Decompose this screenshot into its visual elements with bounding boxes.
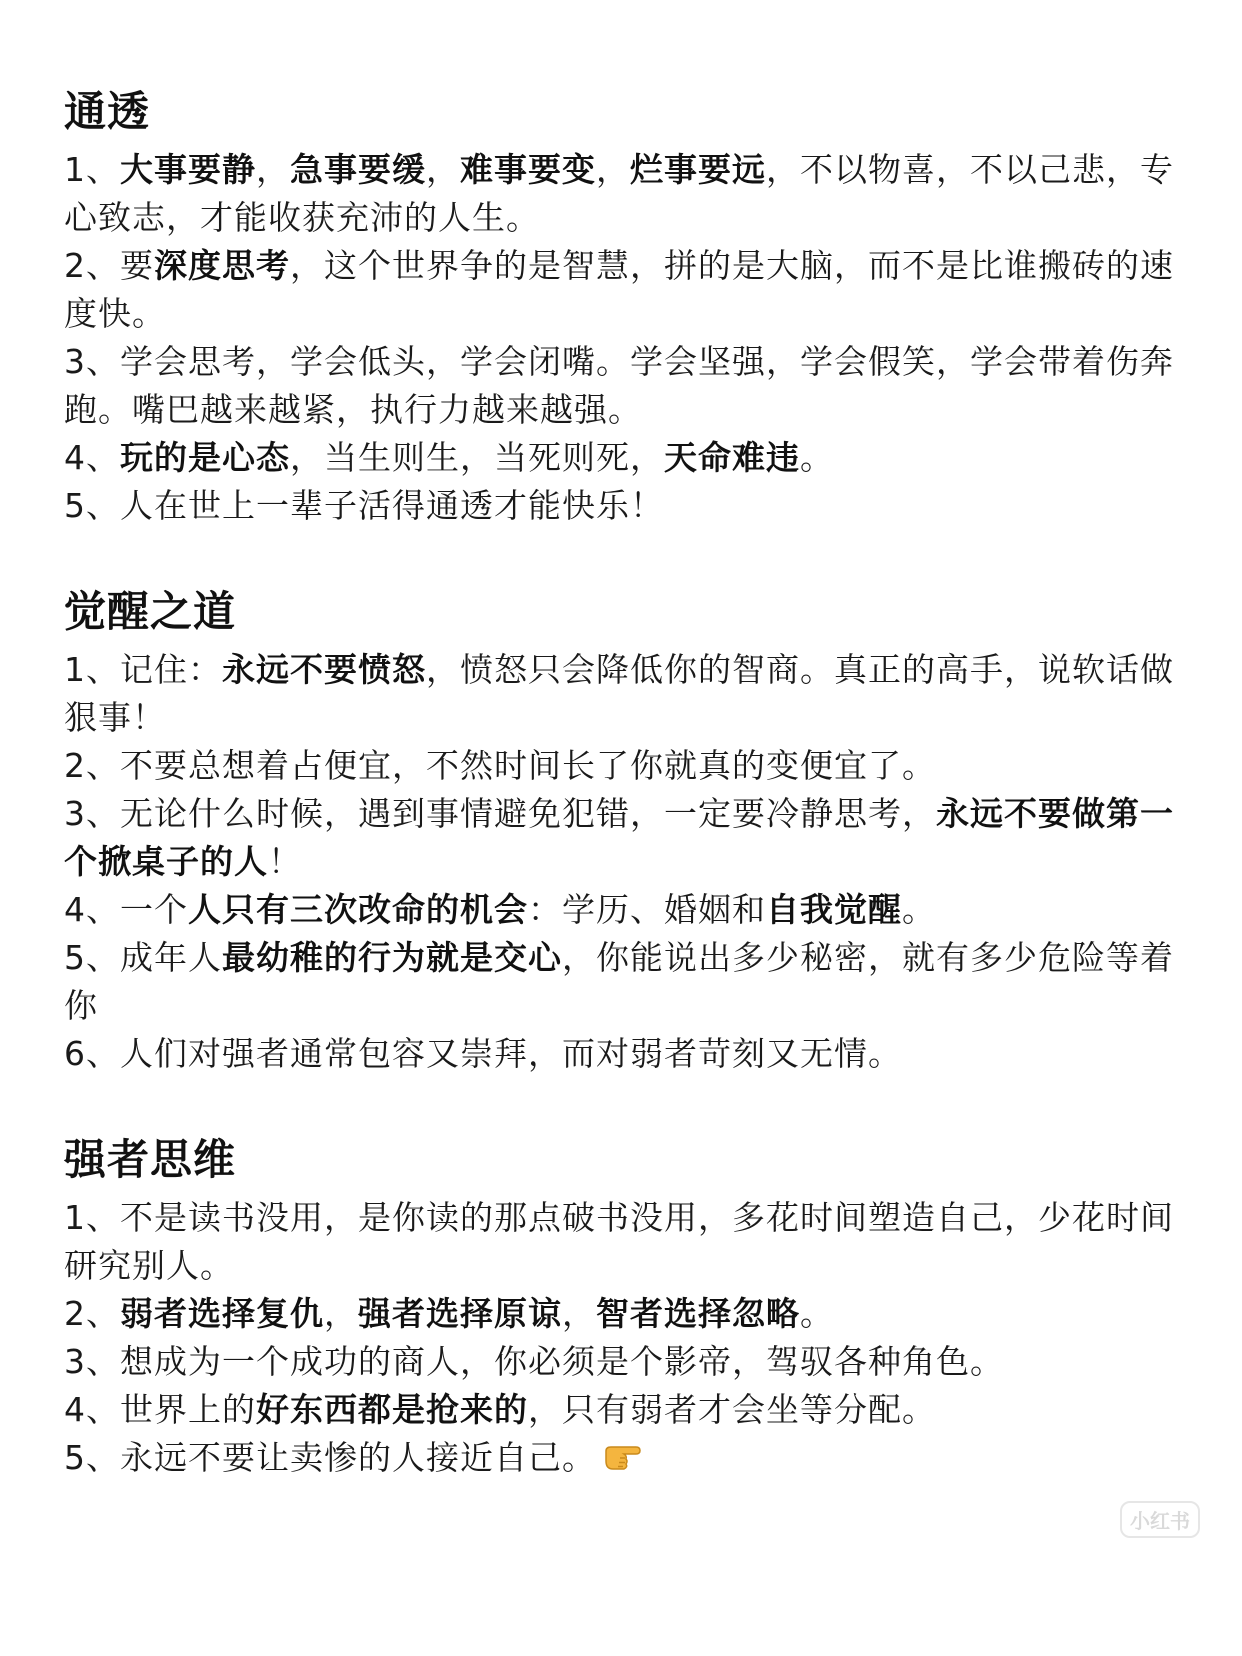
item-text: 1、 xyxy=(64,150,120,189)
article xyxy=(64,82,1194,1486)
item-text: 。 xyxy=(800,1294,834,1333)
item-text: 2、要 xyxy=(64,246,154,285)
list-item xyxy=(64,434,1194,482)
item-text: ，当生则生，当死则死， xyxy=(290,438,664,477)
list-item xyxy=(64,742,1194,790)
section xyxy=(64,82,1194,530)
item-text: 5、成年人 xyxy=(64,938,222,977)
list-item xyxy=(64,1194,1194,1290)
item-text: 。 xyxy=(902,890,936,929)
item-text: ， xyxy=(426,150,460,189)
item-text: 2、不要总想着占便宜，不然时间长了你就真的变便宜了。 xyxy=(64,746,936,785)
emphasis-text: 弱者选择复仇 xyxy=(120,1294,324,1333)
item-text: ，只有弱者才会坐等分配。 xyxy=(528,1390,936,1429)
item-text: ， xyxy=(256,150,290,189)
emphasis-text: 玩的是心态 xyxy=(120,438,290,477)
section xyxy=(64,582,1194,1078)
list-item xyxy=(64,1386,1194,1434)
emphasis-text: 烂事要远 xyxy=(630,150,766,189)
item-text: 1、不是读书没用，是你读的那点破书没用，多花时间塑造自己，少花时间研究别人。 xyxy=(64,1198,1174,1285)
list-item xyxy=(64,482,1194,530)
list-item xyxy=(64,1030,1194,1078)
item-text: 4、一个 xyxy=(64,890,188,929)
emphasis-text: 天命难违 xyxy=(664,438,800,477)
emphasis-text: 难事要变 xyxy=(460,150,596,189)
emphasis-text: 强者选择原谅 xyxy=(358,1294,562,1333)
section-title: 强者思维 xyxy=(64,1135,237,1184)
list-item xyxy=(64,1338,1194,1386)
emphasis-text: 人只有三次改命的机会 xyxy=(188,890,528,929)
list-item xyxy=(64,1434,1194,1486)
item-text: 2、 xyxy=(64,1294,120,1333)
section-title: 通透 xyxy=(64,87,151,136)
item-text: ， xyxy=(596,150,630,189)
item-text: 3、学会思考，学会低头，学会闭嘴。学会坚强，学会假笑，学会带着伤奔跑。嘴巴越来越紧，执行力越来越强。 xyxy=(64,342,1174,429)
emphasis-text: 永远不要愤怒 xyxy=(222,650,426,689)
item-text: 4、 xyxy=(64,438,120,477)
list-item xyxy=(64,1290,1194,1338)
emphasis-text: 深度思考 xyxy=(154,246,290,285)
emphasis-text: 大事要静 xyxy=(120,150,256,189)
item-text: ，这个世界争的是智慧，拼的是大脑，而不是比谁搬砖的速度快。 xyxy=(64,246,1174,333)
watermark-logo: 小红书 xyxy=(1120,1501,1200,1538)
list-item xyxy=(64,146,1194,242)
item-text: 4、世界上的 xyxy=(64,1390,256,1429)
item-text: 。 xyxy=(800,438,834,477)
section-title: 觉醒之道 xyxy=(64,587,237,636)
emphasis-text: 自我觉醒 xyxy=(766,890,902,929)
emphasis-text: 最幼稚的行为就是交心 xyxy=(222,938,562,977)
item-text: ：学历、婚姻和 xyxy=(528,890,766,929)
item-text: ， xyxy=(324,1294,358,1333)
item-text: ，你能说出多少秘密，就有多少危险等着你 xyxy=(64,938,1174,1025)
list-item xyxy=(64,338,1194,434)
list-item xyxy=(64,886,1194,934)
item-text: 1、记住： xyxy=(64,650,222,689)
item-text: 5、人在世上一辈子活得通透才能快乐！ xyxy=(64,486,664,525)
emphasis-text: 急事要缓 xyxy=(290,150,426,189)
item-text: ！ xyxy=(268,842,302,881)
item-text: 3、无论什么时候，遇到事情避免犯错，一定要冷静思考， xyxy=(64,794,936,833)
emphasis-text: 永远不要做第一个掀桌子的人 xyxy=(64,794,1174,881)
emphasis-text: 好东西都是抢来的 xyxy=(256,1390,528,1429)
list-item xyxy=(64,934,1194,1030)
item-text: 5、永远不要让卖惨的人接近自己。 xyxy=(64,1438,596,1477)
section xyxy=(64,1130,1194,1486)
emphasis-text: 智者选择忽略 xyxy=(596,1294,800,1333)
list-item xyxy=(64,790,1194,886)
item-text: ，不以物喜，不以己悲，专心致志，才能收获充沛的人生。 xyxy=(64,150,1174,237)
list-item xyxy=(64,646,1194,742)
item-text: ，愤怒只会降低你的智商。真正的高手，说软话做狠事！ xyxy=(64,650,1174,737)
item-text: 3、想成为一个成功的商人，你必须是个影帝，驾驭各种角色。 xyxy=(64,1342,1004,1381)
list-item xyxy=(64,242,1194,338)
item-text: ， xyxy=(562,1294,596,1333)
item-text: 6、人们对强者通常包容又崇拜，而对弱者苛刻又无情。 xyxy=(64,1034,902,1073)
pointing-hand-icon xyxy=(602,1438,642,1486)
